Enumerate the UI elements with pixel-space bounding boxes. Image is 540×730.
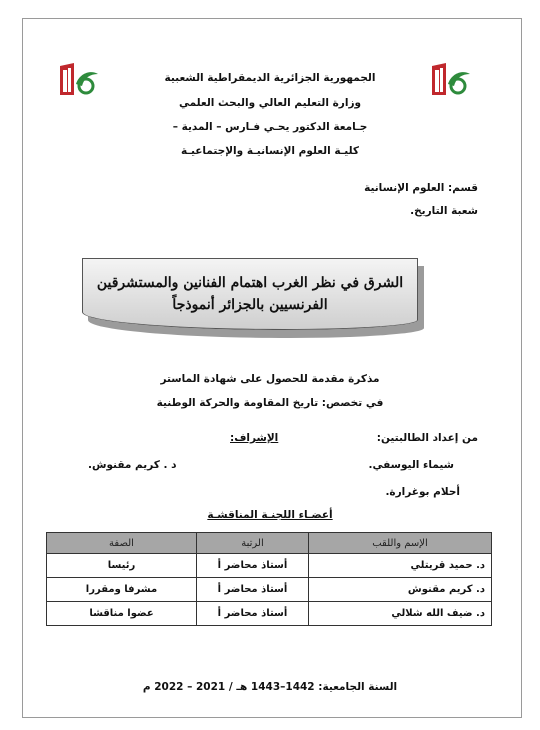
faculty-title: كليـة العلوم الإنسانيـة والإجتماعيـة (180, 145, 359, 157)
memo-line1: مذكرة مقدمة للحصول على شهادة الماستر (160, 373, 380, 385)
member-role: رئيسا (47, 554, 197, 578)
thesis-title-line1: الشرق في نظر الغرب اهتمام الفنانين والمستشرقين (96, 275, 404, 291)
committee-heading-text: أعضـاء اللجنـة المناقشـة (207, 509, 333, 521)
committee-table (46, 532, 492, 626)
supervision-heading (230, 432, 330, 444)
academic-year: السنة الجامعية: 1442–1443 هـ / 2021 – 2022 م (142, 681, 398, 693)
thesis-title-line2: الفرنسيين بالجزائر أنموذجاً (172, 297, 328, 313)
ministry-title: وزارة التعليم العالي والبحث العلمي (178, 97, 362, 109)
memo-specialty: في تخصص: تاريخ المقاومة والحركة الوطنية (156, 397, 384, 409)
member-name: د. حميد قريتلي (309, 554, 492, 578)
member-rank: أستاذ محاضر أ (197, 602, 309, 626)
member-role: مشرفا ومقررا (47, 578, 197, 602)
supervisor-name: د . كريم مقنوش. (88, 459, 177, 471)
university-logo-left (56, 62, 100, 96)
column-header-rank: الرتبة (197, 533, 309, 554)
column-header-role: الصفة (47, 533, 197, 554)
branch-label: شعبة التاريخ. (410, 205, 478, 217)
table-row (47, 554, 492, 578)
table-row (47, 578, 492, 602)
republic-title: الجمهورية الجزائرية الديمقراطية الشعبية (164, 72, 376, 84)
member-rank: أستاذ محاضر أ (197, 578, 309, 602)
students-heading: من إعداد الطالبتين: (376, 432, 478, 444)
student-name-2: أحلام بوغرارة. (385, 486, 460, 498)
column-header-name: الإسم واللقب (309, 533, 492, 554)
member-rank: أستاذ محاضر أ (197, 554, 309, 578)
member-name: د. كريم مقنوش (309, 578, 492, 602)
student-name-1: شيماء اليوسفي. (368, 459, 454, 471)
member-name: د. ضيف الله شلالي (309, 602, 492, 626)
university-title: جـامعة الدكتور يحـي فـارس – المدية – (172, 121, 368, 133)
member-role: عضوا مناقشا (47, 602, 197, 626)
table-header-row (47, 533, 492, 554)
committee-heading (100, 509, 440, 521)
department-label: قسم: العلوم الإنسانية (364, 182, 478, 194)
supervision-heading-text: الإشراف: (230, 432, 279, 444)
table-row (47, 602, 492, 626)
thesis-title-box (82, 258, 418, 330)
